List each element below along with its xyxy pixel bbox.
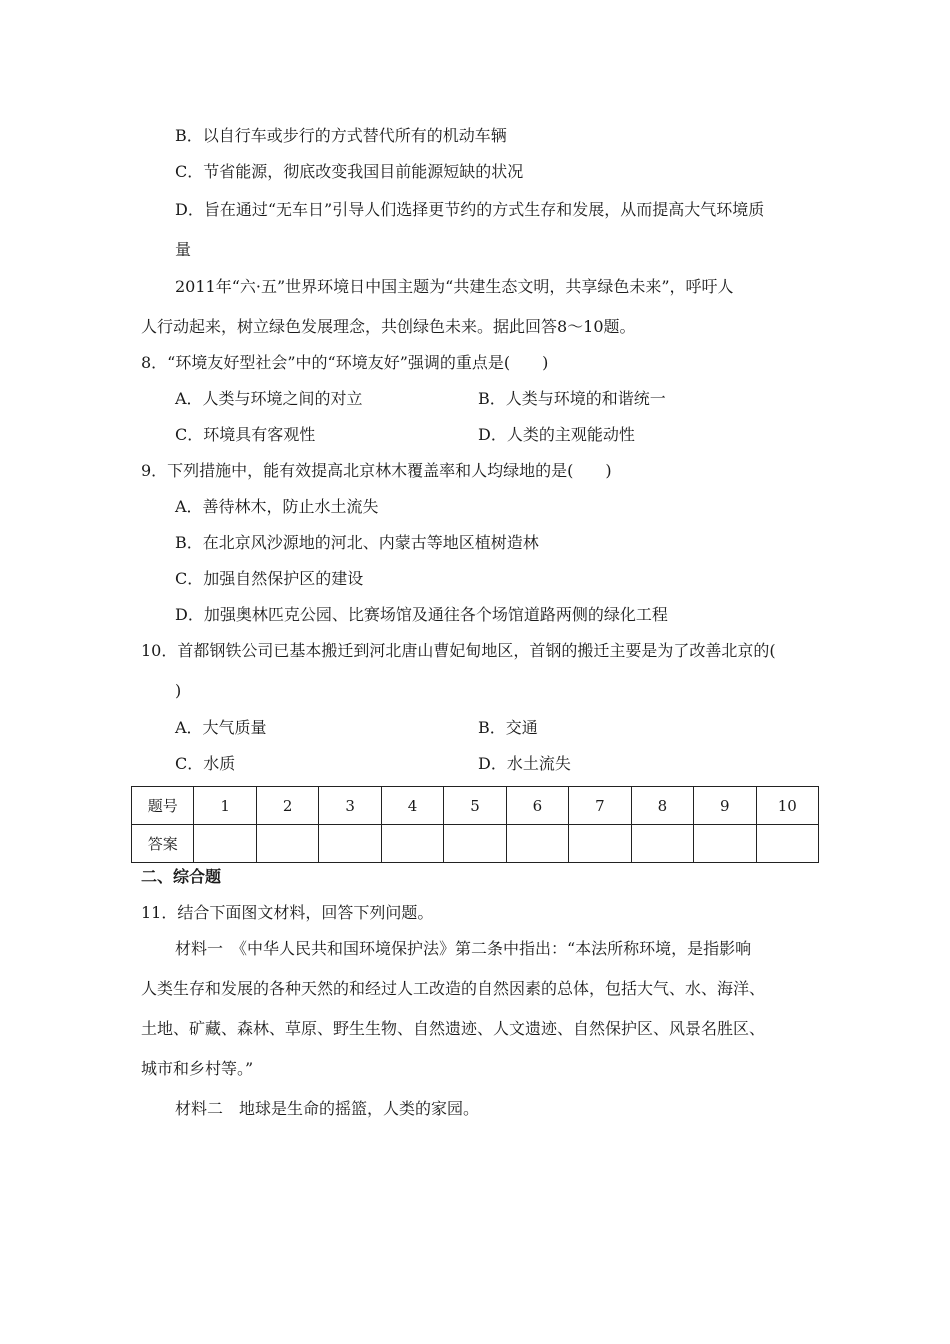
intro-line1: 2011年“六·五”世界环境日中国主题为“共建生态文明，共享绿色未来”，呼吁人 [175, 277, 734, 296]
q10-option-b: B．交通 [478, 718, 538, 737]
q9-option-c: C．加强自然保护区的建设 [175, 569, 364, 588]
answer-cell[interactable] [569, 825, 631, 863]
q8-option-c: C．环境具有客观性 [175, 425, 316, 444]
section2-heading: 二、综合题 [141, 867, 222, 886]
q10-option-d: D．水土流失 [478, 754, 571, 773]
q10-stem-line2: ) [175, 681, 182, 700]
material1-line1: 材料一 《中华人民共和国环境保护法》第二条中指出：“本法所称环境，是指影响 [175, 939, 752, 958]
answer-table-answer-row [132, 825, 819, 863]
q10-option-a: A．大气质量 [175, 718, 267, 737]
q10-option-c: C．水质 [175, 754, 236, 773]
q7-option-c: C．节省能源，彻底改变我国目前能源短缺的状况 [175, 162, 524, 181]
q9-option-b: B．在北京风沙源地的河北、内蒙古等地区植树造林 [175, 533, 539, 552]
q7-option-d-line2: 量 [175, 240, 192, 259]
question-number: 7 [569, 787, 631, 825]
q9-option-a: A．善待林木，防止水土流失 [175, 497, 379, 516]
question-number: 8 [631, 787, 693, 825]
q9-option-d: D．加强奥林匹克公园、比赛场馆及通往各个场馆道路两侧的绿化工程 [175, 605, 668, 624]
question-number: 10 [756, 787, 818, 825]
q7-option-d-line1: D．旨在通过“无车日”引导人们选择更节约的方式生存和发展，从而提高大气环境质 [175, 200, 765, 219]
q8-option-b: B．人类与环境的和谐统一 [478, 389, 666, 408]
question-number: 9 [694, 787, 756, 825]
answer-cell[interactable] [319, 825, 381, 863]
material2: 材料二 地球是生命的摇篮，人类的家园。 [175, 1099, 480, 1118]
q8-option-d: D．人类的主观能动性 [478, 425, 635, 444]
answer-cell[interactable] [506, 825, 568, 863]
answer-table-number-row [132, 787, 819, 825]
question-number: 6 [506, 787, 568, 825]
q8-stem: 8．“环境友好型社会”中的“环境友好”强调的重点是( ) [141, 353, 549, 372]
q7-option-b: B．以自行车或步行的方式替代所有的机动车辆 [175, 126, 507, 145]
answer-cell[interactable] [756, 825, 818, 863]
q11-stem: 11．结合下面图文材料，回答下列问题。 [141, 903, 434, 922]
material1-line3: 土地、矿藏、森林、草原、野生生物、自然遗迹、人文遗迹、自然保护区、风景名胜区、 [141, 1019, 766, 1038]
question-number: 3 [319, 787, 381, 825]
intro-line2: 人行动起来，树立绿色发展理念，共创绿色未来。据此回答8～10题。 [141, 317, 636, 336]
q8-option-a: A．人类与环境之间的对立 [175, 389, 363, 408]
question-number: 4 [381, 787, 443, 825]
question-number: 1 [194, 787, 256, 825]
answer-cell[interactable] [444, 825, 506, 863]
answer-cell[interactable] [381, 825, 443, 863]
material1-line2: 人类生存和发展的各种天然的和经过人工改造的自然因素的总体，包括大气、水、海洋、 [141, 979, 766, 998]
answer-cell[interactable] [256, 825, 318, 863]
material1-line4: 城市和乡村等。” [141, 1059, 254, 1078]
q10-stem-line1: 10．首都钢铁公司已基本搬迁到河北唐山曹妃甸地区，首钢的搬迁主要是为了改善北京的( [141, 641, 776, 660]
q9-stem: 9．下列措施中，能有效提高北京林木覆盖率和人均绿地的是( ) [141, 461, 612, 480]
question-number: 2 [256, 787, 318, 825]
answer-cell[interactable] [694, 825, 756, 863]
answer-cell[interactable] [194, 825, 256, 863]
question-number: 5 [444, 787, 506, 825]
row-label-number: 题号 [132, 787, 194, 825]
answer-cell[interactable] [631, 825, 693, 863]
answer-table [131, 786, 819, 863]
row-label-answer: 答案 [132, 825, 194, 863]
